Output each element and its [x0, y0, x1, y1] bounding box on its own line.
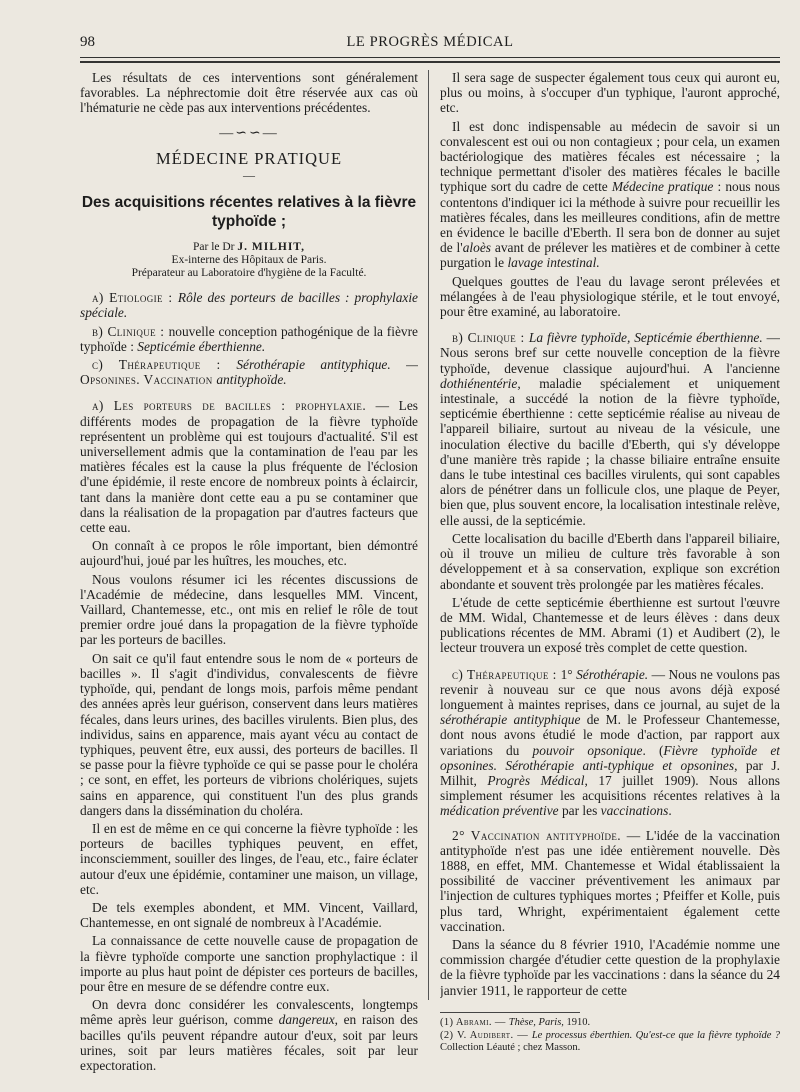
toc-b-italic: Septicémie éberthienne. [137, 338, 266, 354]
r4-text: — Nous serons bref sur cette nouvelle conception de la fièvre typhoïde, devenue classique aujourd'hui. A l'ancienne [440, 330, 780, 376]
footnote-1 [440, 1017, 780, 1029]
toc-c-tail-label: Opsonines. Vaccination [80, 372, 217, 388]
byline-prefix: Par le Dr [192, 241, 238, 254]
toc-item-c [80, 357, 418, 387]
right-paragraph-3: Quelques gouttes de l'eau du lavage seront prélevées et mélangées à de l'eau physiologique stérile, et le tout envoyé, pour être examiné, au laboratoire. [440, 273, 780, 320]
para1-text: — Les différents modes de propagation de la fièvre typhoïde représentent un problème qui est toujours d'actualité. S'il est universellement admis que la contamination de l'eau par les matières fécales est la cause la plus fréquente de l'éclosion d'une épidémie, il reste encore de nombreux points à éclaircir, tant dans la manière dont cette eau a pu se contaminer que dans la réalisation de la propagation par d'autres facteurs que cette eau. [80, 398, 418, 536]
r7-g: . [668, 803, 672, 819]
r8-label: 2° Vaccination antityphoïde. [452, 827, 621, 843]
r7-italic: Sérothérapie. [576, 666, 649, 682]
r8-text: — L'idée de la vaccination antityphoïde n'est pas une idée entièrement nouvelle. Dès 1888, en effet, MM. Chantemesse et Widal établissaient la possibilité de vacciner préventivement les animaux par l'injection de cultures typhiques mortes ; Pfeiffer et Kolle, puis plus tard, Whright, expérimentaient également cette vaccination. [440, 827, 780, 934]
byline-line3: Préparateur au Laboratoire d'hygiène de la Faculté. [131, 267, 367, 280]
right-paragraph-1: Il sera sage de suspecter également tous ceux qui auront eu, plus ou moins, à s'occuper d'un typhique, l'auront approché, etc. [440, 70, 780, 116]
toc-item-a [80, 290, 418, 320]
toc-c-label: c) Thérapeutique : [92, 357, 237, 373]
page-header [80, 34, 780, 56]
right-paragraph-8 [440, 828, 780, 934]
para8-b: , en raison des bacilles qu'ils peuvent répandre autour d'eux, soit par leurs urines, soit par leurs matières fécales, soit par leur expectoration. [80, 1012, 418, 1073]
fn1-tail: 1910. [563, 1016, 591, 1028]
toc-c-text: Sérothérapie antityphique. — [236, 357, 418, 373]
r7-italic3: pouvoir opsonique [532, 742, 643, 758]
toc-c-tail-italic: antityphoïde. [216, 372, 287, 388]
r7-a: — Nous ne voulons pas revenir à nouveau sur ce que nous avons déjà exposé longuement à maintes reprises, dans ce journal, au sujet de la [440, 666, 780, 712]
r2-b: : nous nous contentons d'indiquer ici la méthode à suivre pour recueillir les matières fécales, dans les meilleures conditions, afin de mettre en évidence le bacille d'Eberth. Il sera bon de donner au sujet de l' [440, 179, 780, 256]
fn2-italic: Le processus éberthien. Qu'est-ce que la fièvre typhoïde ? [531, 1029, 780, 1041]
footnote-rule [440, 1012, 580, 1013]
r2-c: avant de prélever les matières et de combiner à cette purgation le [440, 240, 780, 271]
right-column [440, 70, 780, 1078]
article-title: Des acquisitions récentes relatives à la fièvre typhoïde ; [81, 194, 417, 231]
intro-paragraph: Les résultats de ces interventions sont généralement favorables. La néphrectomie doit être réservée aux cas où l'hématurie ne cède pas aux interventions précédentes. [80, 70, 418, 116]
r4-italic2: dothiénentérie [440, 375, 518, 391]
right-paragraph-2 [440, 119, 780, 271]
left-column [80, 70, 418, 1078]
r7-d: , par J. Milhit, [440, 757, 780, 788]
r2-italic2: aloès [462, 240, 491, 256]
r7-label: c) Thérapeutique : [452, 666, 561, 682]
r4-italic: La fièvre typhoïde, Septicémie éberthienne. [528, 330, 763, 346]
column-divider [428, 70, 429, 1000]
fn2-label: (2) V. Audibert. — [440, 1029, 532, 1041]
header-rule-thick [80, 61, 780, 63]
r7-italic6: médication préventive [440, 803, 559, 819]
r2-a: Il est donc indispensable au médecin de savoir si un convalescent est oui ou non contagieux ; pour cela, un examen bactériologique des matières fécales est nécessaire ; la technique permettant d'isoler des matières fécales le bacille typhique sort du cadre de cette [440, 118, 780, 195]
r7-e: , 17 juillet 1909). Nous allons simplement résumer les acquisitions récentes relatives à la [440, 772, 780, 804]
byline-line2: Ex-interne des Hôpitaux de Paris. [171, 254, 327, 267]
running-title: LE PROGRÈS MÉDICAL [346, 34, 514, 50]
toc-item-b [80, 324, 418, 354]
r4-text2: , maladie spécialement et uniquement intestinale, a succédé la notion de la fièvre typhoïde, septicémie éberthienne : cette septicémie réalise au niveau de l'appareil biliaire, surtout au niveau de la vésicule, une inoculation élective du bacille d'Eberth, qui s'y développe d'une manière très rapide ; la chasse biliaire entraîne ensuite dans le tube intestinal ces bacilles virulents, qui sont capables alors de pénétrer dans un follicule clos, une plaque de Peyer, bien que, plus souvent encore, la localisation intestinale relève, elle aussi, de la septicémie. [440, 375, 780, 528]
byline [80, 241, 418, 280]
body-paragraph-5: Il en est de même en ce qui concerne la fièvre typhoïde : les porteurs de bacilles typhiques peuvent, en effet, inconsciemment, souiller des linges, de l'eau, etc., faire éclater autour d'eux une épidémie, contaminer une maison, un village, etc. [80, 820, 418, 897]
r7-num: 1° [560, 666, 577, 682]
toc-a-label: a) Etiologie : [92, 290, 178, 306]
r4-label: b) Clinique : [452, 330, 529, 346]
r7-c: . ( [642, 742, 664, 758]
fn2-tail: Collection Léauté ; chez Masson. [440, 1041, 581, 1053]
ornament-divider: —∽∽— [219, 125, 279, 141]
para8-italic: dangereux [278, 1012, 335, 1028]
header-rule-thin [80, 57, 780, 58]
body-paragraph-2: On connaît à ce propos le rôle important, bien démontré aujourd'hui, joué par les huîtres, les mouches, etc. [80, 538, 418, 569]
section-title: MÉDECINE PRATIQUE [155, 148, 343, 168]
r7-f: par les [558, 803, 601, 819]
fn1-label: (1) Abrami. — [440, 1016, 509, 1028]
byline-author: J. MILHIT, [237, 241, 305, 254]
body-paragraph-7: La connaissance de cette nouvelle cause de propagation de la fièvre typhoïde comporte une sanction prophylactique : il importe au plus haut point de dépister ces porteurs de bacilles, pour être en mesure de se défendre contre eux. [80, 933, 418, 994]
body-paragraph-1 [80, 398, 418, 535]
body-paragraph-6: De tels exemples abondent, et MM. Vincent, Vaillard, Chantemesse, en ont signalé de nombreux à l'Académie. [80, 899, 418, 931]
toc-b-text: nouvelle conception pathogénique de la fièvre typhoïde : [80, 323, 418, 354]
right-paragraph-7 [440, 667, 780, 819]
r7-italic2: sérothérapie antityphique [440, 712, 581, 728]
body-paragraph-8 [80, 997, 418, 1073]
r7-italic5: Progrès Médical [487, 772, 585, 788]
r2-italic3: lavage intestinal. [507, 255, 600, 271]
right-paragraph-6: L'étude de cette septicémie éberthienne est surtout l'œuvre de MM. Widal, Chantemesse et de leurs élèves : dans deux publications récentes de MM. Abrami (1) et Audibert (2), le lecteur trouvera un exposé très complet de cette question. [440, 594, 780, 656]
section-dash: — [243, 168, 255, 183]
r2-italic: Médecine pratique [611, 179, 714, 195]
footnote-2 [440, 1030, 780, 1054]
toc-a-text: Rôle des porteurs de bacilles : prophylaxie spéciale. [80, 290, 418, 321]
r7-italic7: vaccinations [600, 803, 669, 819]
right-paragraph-5: Cette localisation du bacille d'Eberth dans l'appareil biliaire, où il trouve un milieu de culture très favorable à son développement et à sa conservation, explique son excrétion abondante et souvent très prolongée par les matières fécales. [440, 530, 780, 592]
para1-label: a) Les porteurs de bacilles : prophylaxie. [92, 398, 367, 414]
toc-b-label: b) Clinique : [92, 323, 169, 339]
r7-italic4: Fièvre typhoïde et opsonines. Sérothérapie anti-typhique et opsonines [440, 742, 780, 773]
page-number: 98 [80, 34, 95, 50]
r7-b: de M. le Professeur Chantemesse, dont nous avons étudié le mode d'action, par rapport aux variations du [440, 712, 780, 758]
para8-a: On devra donc considérer les convalescents, longtemps même après leur guérison, comme [80, 997, 418, 1028]
right-paragraph-4 [440, 330, 780, 528]
body-paragraph-4: On sait ce qu'il faut entendre sous le nom de « porteurs de bacilles ». Il s'agit d'individus, convalescents de fièvre typhoïde, qui, pendant de longs mois, parfois même pendant des années après leur guérison, conservent dans leurs matières fécales, dans leurs urines, des bacilles virulents. Bien plus, des individus, sains en apparence, mais ayant vécu au contact de typhiques, peuvent être, eux aussi, des porteurs de bacilles. Il se passe pour la fièvre typhoïde ce qui se passe pour le choléra ; ce sont, en effet, les porteurs de vibrions cholériques, sujets sains en apparence, qui constituent l'un des plus grands dangers dans la dissémination du choléra. [80, 650, 418, 818]
body-paragraph-3: Nous voulons résumer ici les récentes discussions de l'Académie de médecine, dans lesquelles MM. Vincent, Vaillard, Chantemesse, etc., ont mis en relief le rôle de tout premier ordre joué dans la propagation de la fièvre typhoïde par les porteurs de bacilles. [80, 571, 418, 648]
fn1-italic: Thèse, Paris, [508, 1016, 564, 1028]
right-paragraph-9: Dans la séance du 8 février 1910, l'Académie nomme une commission chargée d'étudier cette question de la prophylaxie de la fièvre typhoïde par les vaccinations : dans la séance du 24 janvier 1911, le rapporteur de cette [440, 936, 780, 998]
